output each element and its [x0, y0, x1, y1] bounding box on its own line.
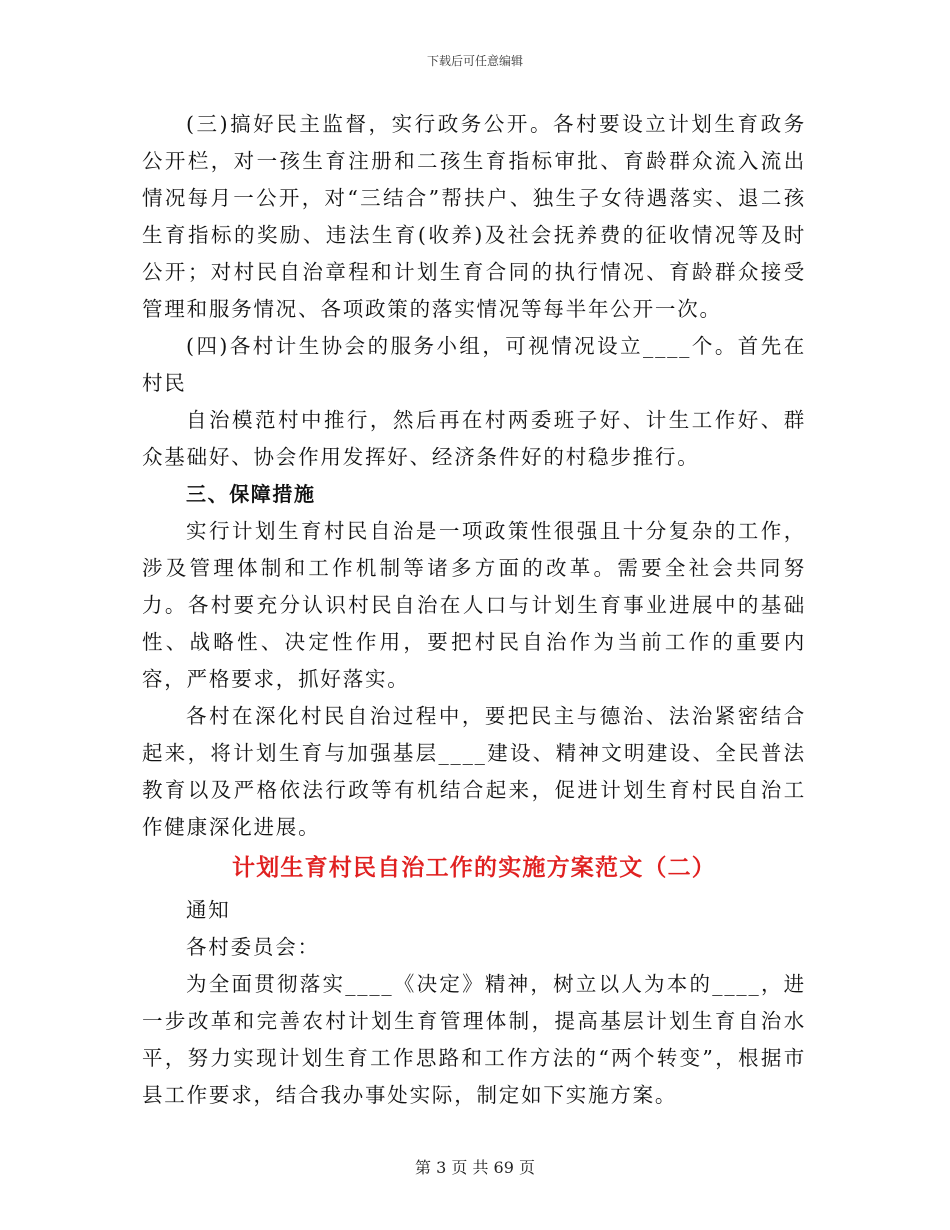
document-body [142, 106, 806, 1114]
paragraph-notice: 通知 [186, 898, 231, 922]
section-heading-safeguards: 三、保障措施 [186, 482, 316, 506]
page-number: 第 3 页 共 69 页 [415, 1158, 535, 1177]
paragraph-service-groups: (四)各村计生协会的服务小组，可视情况设立____个。首先在村民 [142, 334, 806, 395]
page-header: 下载后可任意编辑 [426, 54, 523, 68]
section-title-part-two: 计划生育村民自治工作的实施方案范文（二） [232, 855, 716, 881]
paragraph-deepening: 各村在深化村民自治过程中，要把民主与德治、法治紧密结合起来，将计划生育与加强基层____建设、精神文明建设、全民普法教育以及严格依法行政等有机结合起来，促进计划生育村民自治工作健康深化进展。 [142, 704, 806, 839]
paragraph-safeguards: 实行计划生育村民自治是一项政策性很强且十分复杂的工作，涉及管理体制和工作机制等诸多方面的改革。需要全社会共同努力。各村要充分认识村民自治在人口与计划生育事业进展中的基础性、战略性、决定性作用，要把村民自治作为当前工作的重要内容，严格要求，抓好落实。 [142, 519, 806, 691]
paragraph-implementation: 为全面贯彻落实____《决定》精神，树立以人为本的____，进一步改革和完善农村计划生育管理体制，提高基层计划生育自治水平，努力实现计划生育工作思路和工作方法的“两个转变”，根据市县工作要求，结合我办事处实际，制定如下实施方案。 [142, 972, 806, 1107]
paragraph-addressee: 各村委员会： [186, 935, 320, 959]
paragraph-public-affairs: (三)搞好民主监督，实行政务公开。各村要设立计划生育政务公开栏，对一孩生育注册和二孩生育指标审批、育龄群众流入流出情况每月一公开，对“三结合”帮扶户、独生子女待遇落实、退二孩生育指标的奖励、违法生育(收养)及社会抚养费的征收情况等及时公开；对村民自治章程和计划生育合同的执行情况、育龄群众接受管理和服务情况、各项政策的落实情况等每半年公开一次。 [142, 112, 806, 321]
paragraph-model-villages: 自治模范村中推行，然后再在村两委班子好、计生工作好、群众基础好、协会作用发挥好、经济条件好的村稳步推行。 [142, 408, 806, 469]
